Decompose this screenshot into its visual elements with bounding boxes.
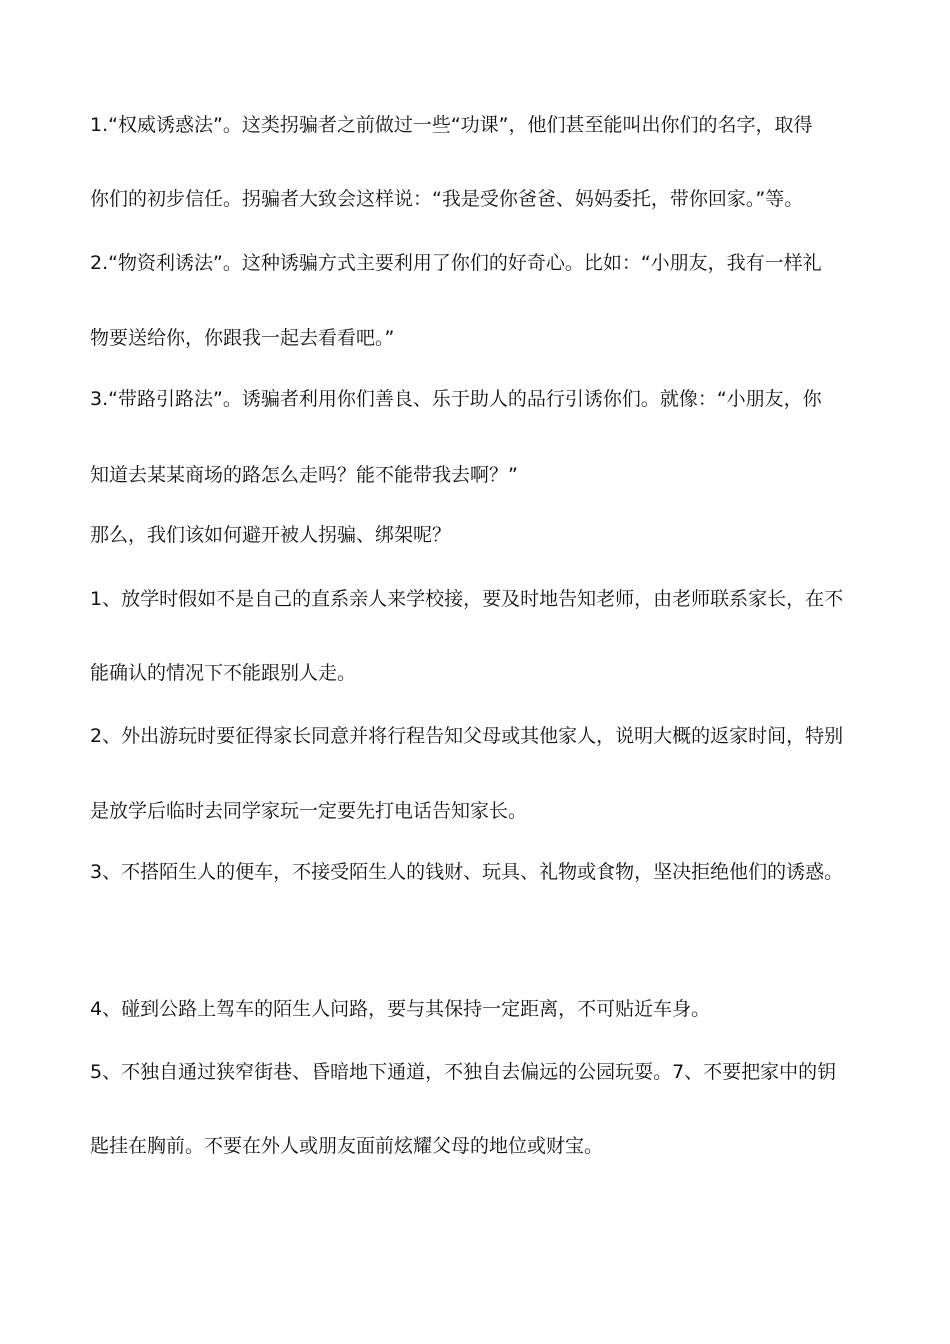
text-line: 2.“物资利诱法”。这种诱骗方式主要利用了你们的好奇心。比如：“小朋友，我有一样礼 (90, 252, 822, 274)
text-line: 匙挂在胸前。不要在外人或朋友面前炫耀父母的地位或财宝。 (90, 1135, 604, 1157)
text-line: 1、放学时假如不是自己的直系亲人来学校接，要及时地告知老师，由老师联系家长，在不 (90, 588, 844, 610)
text-line: 那么，我们该如何避开被人拐骗、绑架呢？ (90, 524, 452, 546)
text-line: 2、外出游玩时要征得家长同意并将行程告知父母或其他家人，说明大概的返家时间，特别 (90, 725, 844, 747)
text-line: 是放学后临时去同学家玩一定要先打电话告知家长。 (90, 800, 528, 822)
text-line: 知道去某某商场的路怎么走吗？能不能带我去啊？” (90, 464, 518, 486)
text-line: 5、不独自通过狭窄街巷、昏暗地下通道，不独自去偏远的公园玩耍。7、不要把家中的钥 (90, 1061, 837, 1083)
text-line: 1.“权威诱惑法”。这类拐骗者之前做过一些“功课”，他们甚至能叫出你们的名字，取得 (90, 114, 813, 136)
text-line: 能确认的情况下不能跟别人走。 (90, 662, 357, 684)
text-line: 你们的初步信任。拐骗者大致会这样说：“我是受你爸爸、妈妈委托，带你回家。”等。 (90, 188, 804, 210)
text-line: 4、碰到公路上驾车的陌生人问路，要与其保持一定距离，不可贴近车身。 (90, 998, 711, 1020)
text-line: 物要送给你，你跟我一起去看看吧。” (90, 327, 395, 349)
text-line: 3.“带路引路法”。诱骗者利用你们善良、乐于助人的品行引诱你们。就像：“小朋友，你 (90, 388, 822, 410)
text-line: 3、不搭陌生人的便车，不接受陌生人的钱财、玩具、礼物或食物，坚决拒绝他们的诱惑。 (90, 861, 844, 883)
